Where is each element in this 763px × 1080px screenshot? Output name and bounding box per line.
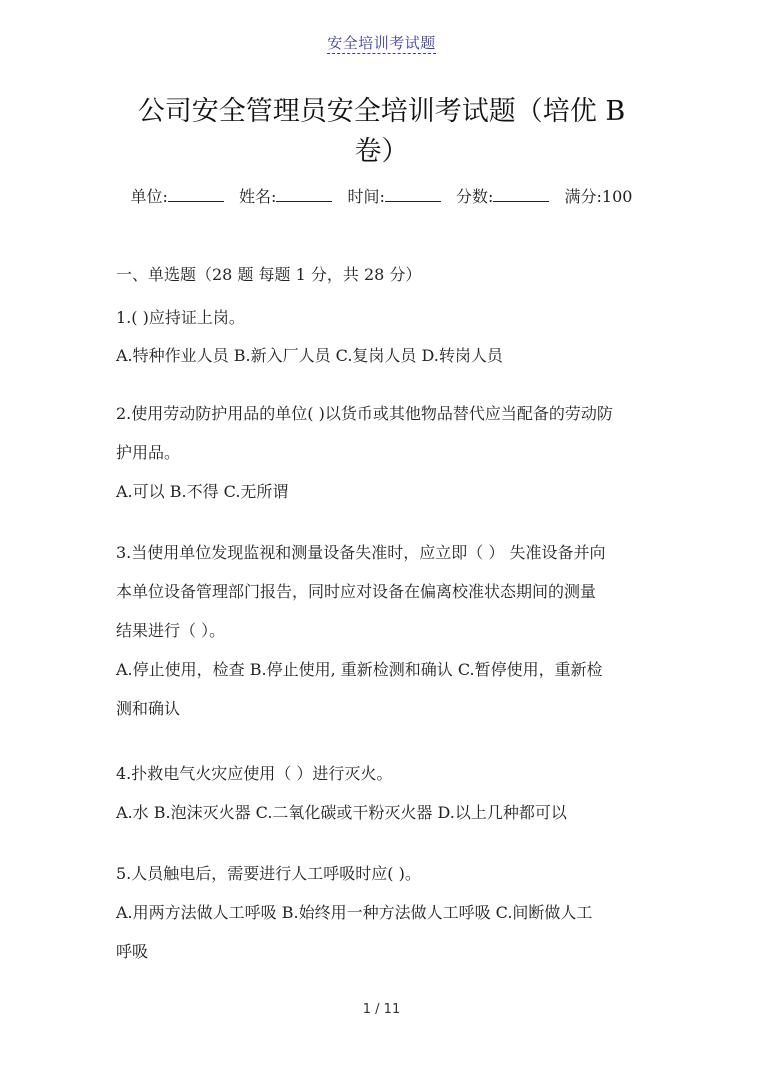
question-2-text-line-1: 2.使用劳动防护用品的单位( )以货币或其他物品替代应当配备的劳动防 <box>116 404 613 423</box>
unit-label: 单位: <box>130 187 168 206</box>
question-5-options-line-1: A.用两方法做人工呼吸 B.始终用一种方法做人工呼吸 C.间断做人工 <box>116 903 593 922</box>
question-1-text: 1.( )应持证上岗。 <box>116 308 245 327</box>
question-1-options: A.特种作业人员 B.新入厂人员 C.复岗人员 D.转岗人员 <box>116 346 503 365</box>
score-label: 分数: <box>456 187 494 206</box>
question-5-text: 5.人员触电后，需要进行人工呼吸时应( )。 <box>116 864 421 883</box>
question-3-options-line-2: 测和确认 <box>116 699 181 718</box>
question-3-text-line-1: 3.当使用单位发现监视和测量设备失准时，应立即（ ） 失准设备并向 <box>116 543 606 562</box>
document-title <box>110 92 653 172</box>
exam-info-line <box>0 184 763 207</box>
section-heading: 一、单选题（28 题 每题 1 分，共 28 分） <box>116 265 422 284</box>
question-4-text: 4.扑救电气火灾应使用（ ）进行灭火。 <box>116 764 393 783</box>
question-4-options: A.水 B.泡沫灭火器 C.二氧化碳或干粉灭火器 D.以上几种都可以 <box>116 803 567 822</box>
question-2-options: A.可以 B.不得 C.无所谓 <box>116 482 289 501</box>
title-line-2: 卷） <box>354 136 409 167</box>
name-label: 姓名: <box>239 187 277 206</box>
question-2-text-line-2: 护用品。 <box>116 443 181 462</box>
full-score: 满分:100 <box>564 187 633 206</box>
running-header <box>0 32 763 53</box>
header-text: 安全培训考试题 <box>327 34 436 52</box>
question-5-options-line-2: 呼吸 <box>116 942 149 961</box>
unit-blank <box>168 187 224 202</box>
page-number: 1 / 11 <box>362 1002 401 1017</box>
name-blank <box>276 187 332 202</box>
time-label: 时间: <box>347 187 385 206</box>
question-3-text-line-2: 本单位设备管理部门报告，同时应对设备在偏离校准状态期间的测量 <box>116 582 597 601</box>
title-line-1: 公司安全管理员安全培训考试题（培优 B <box>137 96 626 127</box>
score-blank <box>493 187 549 202</box>
question-3-text-line-3: 结果进行（ ）。 <box>116 621 226 640</box>
question-3-options-line-1: A.停止使用，检查 B.停止使用, 重新检测和确认 C.暂停使用，重新检 <box>116 660 603 679</box>
time-blank <box>385 187 441 202</box>
